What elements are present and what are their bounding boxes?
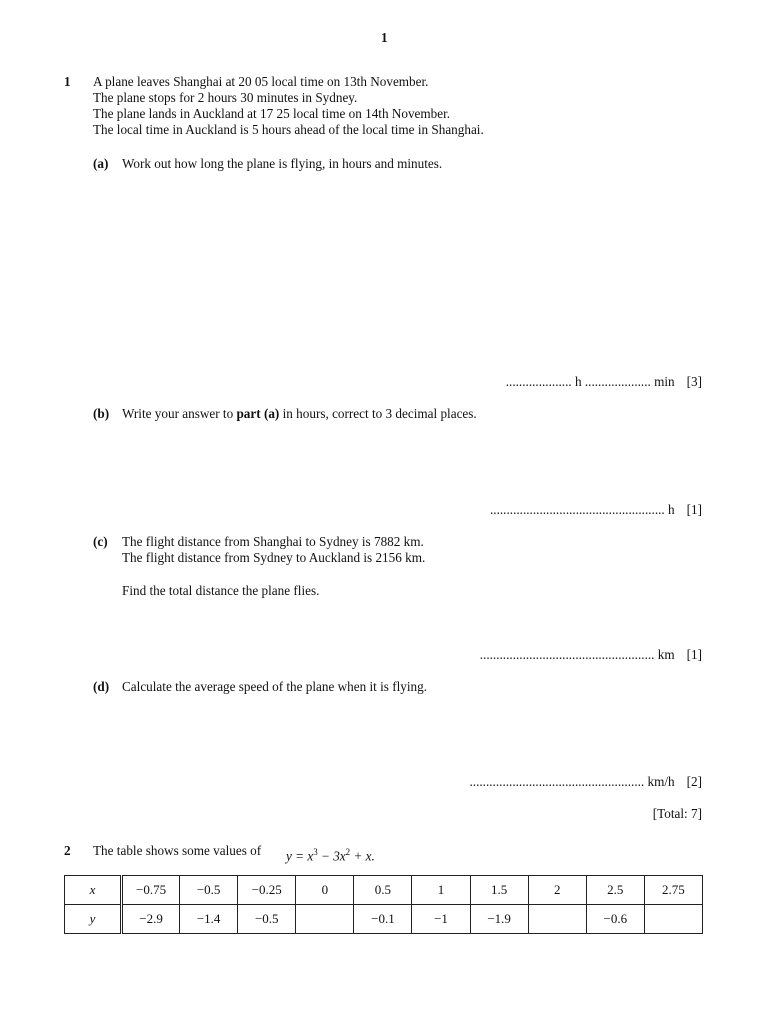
text: in hours, correct to 3 decimal places. <box>279 406 477 421</box>
marks: [2] <box>686 774 702 789</box>
table-cell: −0.5 <box>180 876 238 905</box>
table-cell: 2 <box>528 876 586 905</box>
question-number: 2 <box>64 843 71 858</box>
table-cell: −0.75 <box>122 876 180 905</box>
table-cell: −0.25 <box>238 876 296 905</box>
table-cell: 2.5 <box>586 876 644 905</box>
table-cell-blank[interactable] <box>644 905 702 934</box>
part-c-line: The flight distance from Sydney to Auckland is 2156 km. <box>122 550 426 565</box>
row-header: x <box>65 876 122 905</box>
part-a-text: Work out how long the plane is flying, in hours and minutes. <box>122 156 443 171</box>
intro-line: The plane lands in Auckland at 17 25 local time on 14th November. <box>93 106 451 121</box>
eq-part: − 3x <box>317 848 346 864</box>
table-cell: 2.75 <box>644 876 702 905</box>
part-b-answer-line[interactable] <box>490 502 702 518</box>
part-c-answer-line[interactable] <box>480 647 702 663</box>
question-text: The table shows some values of <box>93 843 262 858</box>
table-cell: −1.4 <box>180 905 238 934</box>
intro-line: The local time in Auckland is 5 hours ahead of the local time in Shanghai. <box>93 122 484 137</box>
intro-line: A plane leaves Shanghai at 20 05 local time on 13th November. <box>93 74 429 89</box>
part-c-line: The flight distance from Shanghai to Sydney is 7882 km. <box>122 534 424 549</box>
table-cell: −1 <box>412 905 470 934</box>
eq-power: 3 <box>313 847 318 857</box>
row-header: y <box>65 905 122 934</box>
answer-dots[interactable]: ..................................................... km <box>479 647 675 662</box>
values-table <box>64 875 703 934</box>
table-cell: −0.6 <box>586 905 644 934</box>
marks: [1] <box>686 502 702 517</box>
eq-part: + x. <box>350 848 375 864</box>
question-number: 1 <box>64 74 71 89</box>
table-cell-blank[interactable] <box>296 905 354 934</box>
table-cell: 0.5 <box>354 876 412 905</box>
part-c-label: (c) <box>93 534 108 549</box>
eq-part: y = x <box>286 848 314 864</box>
marks: [1] <box>686 647 702 662</box>
total-marks: [Total: 7] <box>652 806 702 821</box>
part-a-answer-line[interactable] <box>506 374 702 390</box>
part-d-text: Calculate the average speed of the plane when it is flying. <box>122 679 428 694</box>
table-cell: 0 <box>296 876 354 905</box>
answer-dots[interactable]: ..................................................... h <box>489 502 675 517</box>
table-cell-blank[interactable] <box>528 905 586 934</box>
table-cell: −0.5 <box>238 905 296 934</box>
part-b-label: (b) <box>93 406 110 421</box>
page-number: 1 <box>381 30 388 45</box>
table-row-y <box>65 905 703 934</box>
equation <box>286 844 375 864</box>
part-d-answer-line[interactable] <box>469 774 702 790</box>
table-cell: −2.9 <box>122 905 180 934</box>
part-b-text <box>122 406 477 422</box>
part-d-label: (d) <box>93 679 110 694</box>
answer-dots[interactable]: ..................................................... km/h <box>469 774 675 789</box>
table-cell: 1 <box>412 876 470 905</box>
table-cell: 1.5 <box>470 876 528 905</box>
part-a-label: (a) <box>93 156 109 171</box>
marks: [3] <box>686 374 702 389</box>
bold-text: part (a) <box>236 406 280 421</box>
table-cell: −1.9 <box>470 905 528 934</box>
eq-power: 2 <box>345 847 351 857</box>
answer-dots[interactable]: .................... h .................... min <box>505 374 675 389</box>
intro-line: The plane stops for 2 hours 30 minutes in Sydney. <box>93 90 358 105</box>
table-row-x <box>65 876 703 905</box>
text: Write your answer to <box>122 406 237 421</box>
part-c-question: Find the total distance the plane flies. <box>122 583 320 598</box>
table-cell: −0.1 <box>354 905 412 934</box>
